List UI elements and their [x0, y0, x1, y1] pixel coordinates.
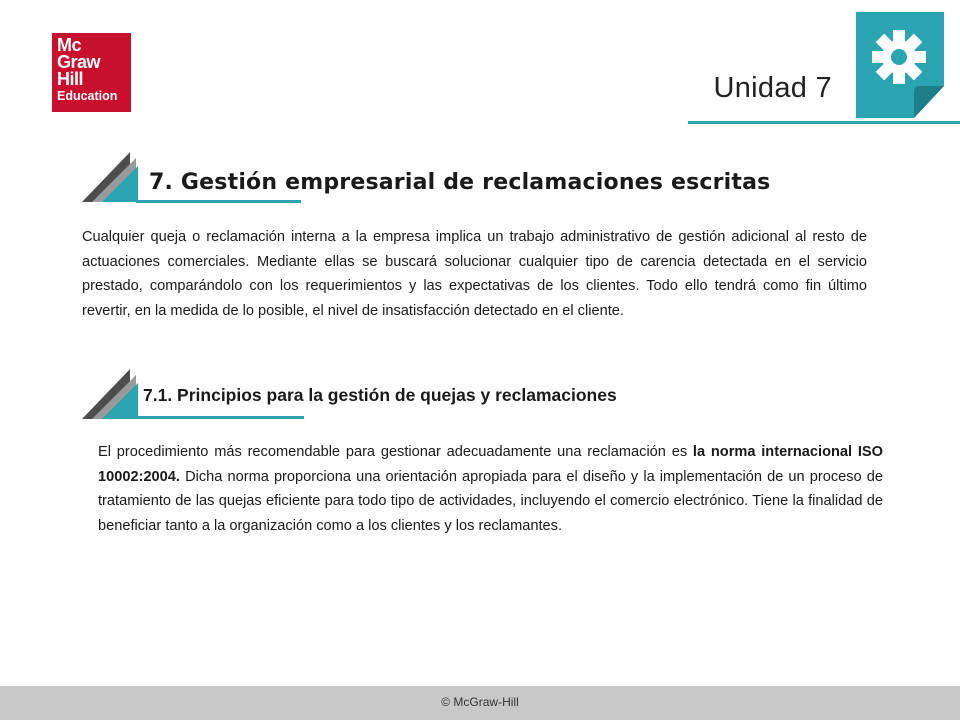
logo-line-1: Mc: [57, 35, 82, 55]
copyright-text: © McGraw-Hill: [441, 695, 519, 709]
unit-title-underline: [688, 121, 960, 124]
footer-bar: [0, 686, 960, 720]
unit-title: Unidad 7: [713, 72, 832, 104]
logo-line-4: Education: [57, 89, 118, 103]
section-2-heading-underline: [136, 416, 304, 419]
mcgraw-hill-logo: [52, 33, 131, 112]
section-1-heading: 7. Gestión empresarial de reclamaciones escritas: [149, 170, 771, 195]
logo-line-3: Hill: [57, 69, 84, 89]
section-2-iso-norm: la norma internacional ISO 10002:2004.: [98, 444, 883, 485]
section-2-heading: 7.1. Principios para la gestión de quejas y reclamaciones: [143, 385, 617, 405]
section-1-marker-icon: [82, 152, 154, 202]
section-1-paragraph: Cualquier queja o reclamación interna a la empresa implica un trabajo administrativo de gestión adicional al resto de actuaciones comerciales. Mediante ellas se buscará solucionar cualquier tipo de carencia detectada en el servicio prestado, comparándolo con los requerimientos y las expectativas de los clientes. Todo ello tendrá como fin último revertir, en la medida de lo posible, el nivel de insatisfacción detectado en el cliente.: [82, 229, 867, 319]
section-1-heading-underline: [136, 200, 301, 203]
section-2-paragraph: [98, 440, 883, 538]
gear-document-icon: [856, 12, 944, 118]
section-2-text-part-2: Dicha norma proporciona una orientación apropiada para el diseño y la implementación de un proceso de tratamiento de las quejas eficiente para todo tipo de actividades, incluyendo el comercio electrónico. Tiene la finalidad de beneficiar tanto a la organización como a los clientes y los reclamantes.: [98, 468, 883, 534]
section-2-text-part-1: El procedimiento más recomendable para gestionar adecuadamente una reclamación es: [98, 444, 693, 460]
logo-line-2: Graw: [57, 52, 101, 72]
